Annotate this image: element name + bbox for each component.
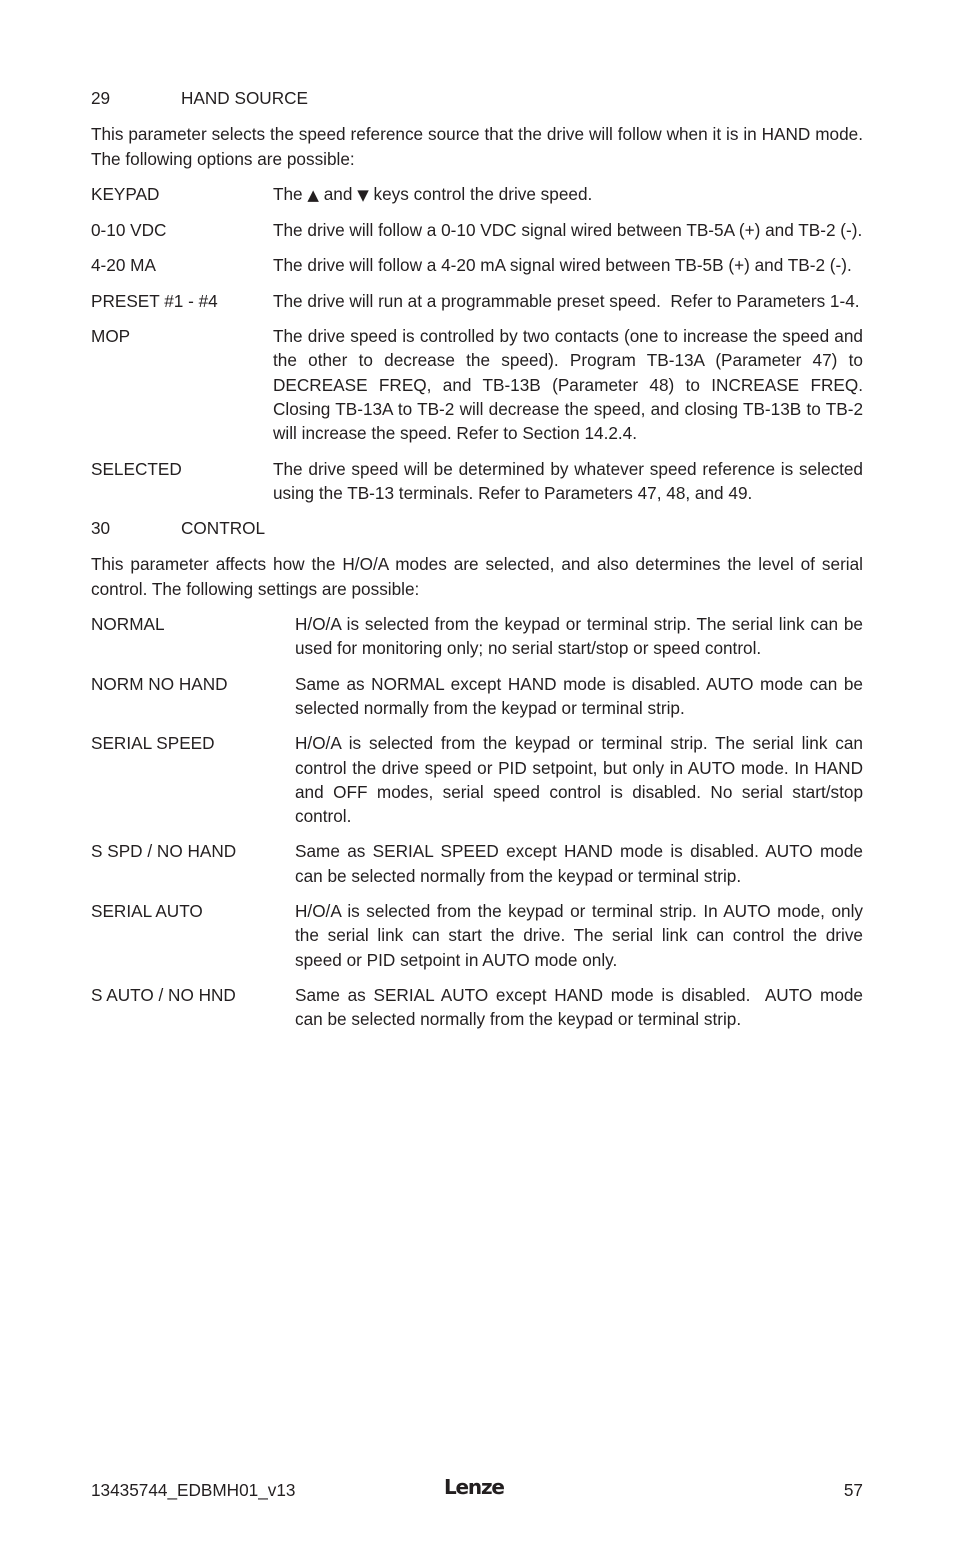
setting-term: SERIAL AUTO: [91, 901, 203, 922]
option-desc: [273, 182, 863, 207]
option-desc: The drive will follow a 0-10 VDC signal wired between TB-5A (+) and TB-2 (-).: [273, 220, 863, 241]
setting-s-spd-no-hand: [91, 839, 863, 888]
desc-text: keys control the drive speed.: [368, 183, 593, 204]
section-29-intro: This parameter selects the speed reference source that the drive will follow when it is in HAND mode. The following options are possible:: [91, 124, 863, 169]
section-29-heading: [91, 86, 863, 110]
option-term: PRESET #1 - #4: [91, 290, 218, 311]
lenze-logo: Lenze: [444, 1475, 504, 1499]
section-30-heading: [91, 516, 863, 540]
setting-normal: [91, 612, 863, 661]
option-keypad: [91, 182, 863, 207]
page-footer: [91, 1475, 863, 1502]
down-arrow-icon: ▼: [357, 185, 369, 204]
setting-term: S SPD / NO HAND: [91, 841, 237, 862]
setting-serial-speed: [91, 731, 863, 828]
option-term: KEYPAD: [91, 183, 160, 204]
option-selected: [91, 457, 863, 506]
option-desc: The drive will run at a programmable preset speed. Refer to Parameters 1-4.: [273, 290, 860, 311]
setting-term: SERIAL SPEED: [91, 733, 215, 754]
setting-desc: H/O/A is selected from the keypad or terminal strip. In AUTO mode, only the serial link can start the drive. The serial link can control the drive speed or PID setpoint in AUTO mode only.: [295, 901, 863, 970]
setting-desc: Same as SERIAL AUTO except HAND mode is disabled. AUTO mode can be selected normally from the keypad or terminal strip.: [295, 984, 868, 1030]
option-term: 0-10 VDC: [91, 220, 167, 241]
option-4-20-ma: [91, 253, 863, 277]
document-id: 13435744_EDBMH01_v13: [91, 1480, 296, 1500]
desc-text: The: [273, 183, 308, 204]
section-30-intro: This parameter affects how the H/O/A modes are selected, and also determines the level of serial control. The following settings are possible:: [91, 554, 863, 599]
section-29-number: 29: [91, 88, 111, 108]
section-30-title: CONTROL: [181, 518, 266, 539]
setting-serial-auto: [91, 899, 863, 972]
page-number: 57: [843, 1480, 863, 1500]
option-term: MOP: [91, 326, 131, 347]
option-mop: [91, 324, 863, 445]
option-term: 4-20 MA: [91, 255, 156, 276]
setting-desc: H/O/A is selected from the keypad or terminal strip. The serial link can be used for monitoring only; no serial start/stop or speed control.: [295, 614, 863, 659]
desc-text: and: [318, 183, 358, 204]
option-0-10-vdc: [91, 218, 863, 242]
setting-term: NORMAL: [91, 614, 165, 635]
option-desc: The drive speed is controlled by two contacts (one to increase the speed and the other to decrease the speed). Program TB-13A (Parameter 47) to DECREASE FREQ, and TB-13B (Parameter 48) to INCREASE FREQ. Closing TB-13A to TB-2 will decrease the speed, and closing TB-13B to TB-2 will increase the speed. Refer to Section 14.2.4.: [273, 326, 863, 444]
option-term: SELECTED: [91, 458, 182, 479]
setting-norm-no-hand: [91, 672, 863, 721]
setting-desc: Same as NORMAL except HAND mode is disabled. AUTO mode can be selected normally from the keypad or terminal strip.: [295, 673, 863, 718]
setting-desc: Same as SERIAL SPEED except HAND mode is disabled. AUTO mode can be selected normally from the keypad or terminal strip.: [295, 841, 863, 886]
section-29-title: HAND SOURCE: [181, 88, 309, 108]
option-preset: [91, 289, 863, 313]
page-content: [91, 86, 868, 1043]
setting-term: S AUTO / NO HND: [91, 984, 236, 1005]
option-desc: The drive speed will be determined by whatever speed reference is selected using the TB-13 terminals. Refer to Parameters 47, 48, and 49.: [273, 458, 863, 503]
setting-desc: H/O/A is selected from the keypad or terminal strip. The serial link can control the drive speed or PID setpoint, but only in AUTO mode. In HAND and OFF modes, serial speed control is disabled. No serial start/stop control.: [295, 733, 863, 827]
setting-s-auto-no-hnd: [91, 983, 868, 1032]
option-desc: The drive will follow a 4-20 mA signal wired between TB-5B (+) and TB-2 (-).: [273, 255, 852, 276]
setting-term: NORM NO HAND: [91, 673, 228, 694]
section-30-number: 30: [91, 518, 111, 539]
up-arrow-icon: ▲: [307, 185, 319, 204]
